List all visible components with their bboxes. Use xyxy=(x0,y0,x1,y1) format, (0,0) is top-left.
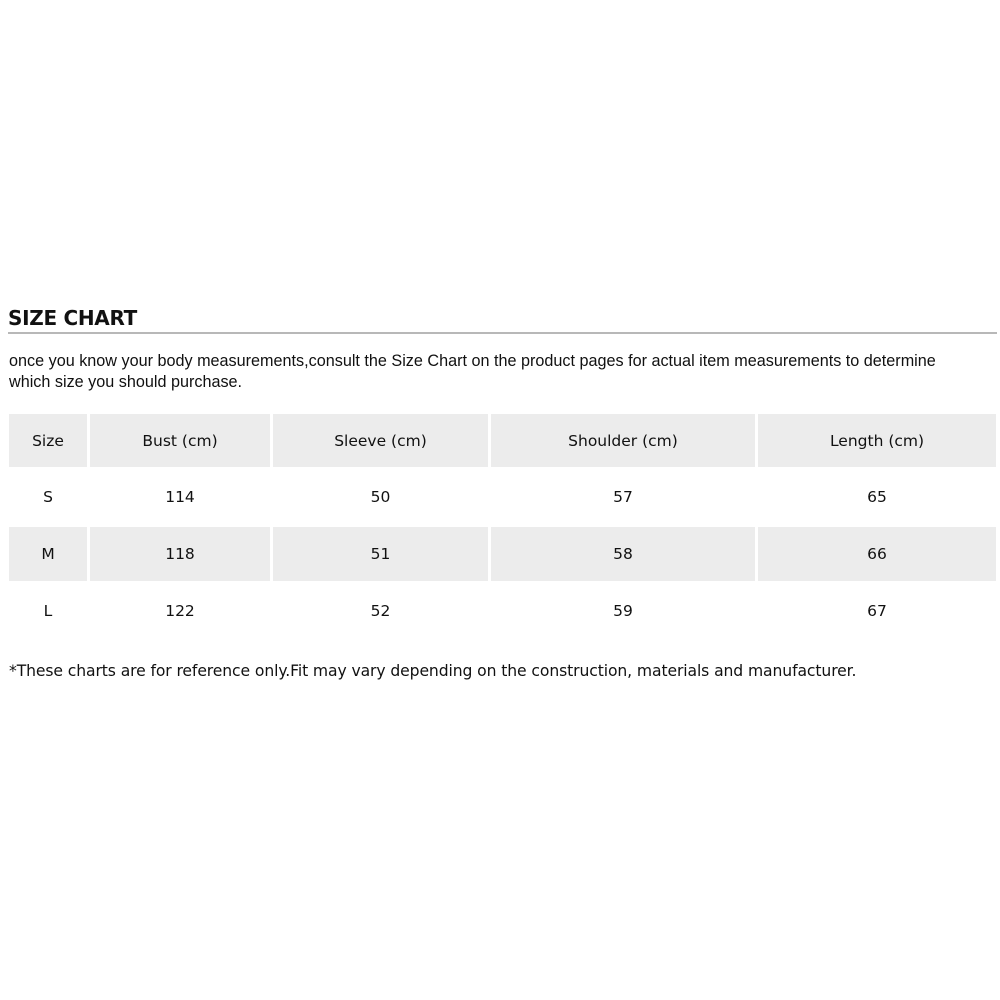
reference-footnote: *These charts are for reference only.Fit may vary depending on the construction, materials and manufacturer. xyxy=(9,662,857,680)
cell-length: 67 xyxy=(758,581,996,641)
cell-sleeve: 50 xyxy=(273,467,491,527)
cell-length: 66 xyxy=(758,527,996,581)
header-shoulder: Shoulder (cm) xyxy=(491,414,758,467)
table-header-row xyxy=(9,414,996,467)
intro-line-2: which size you should purchase. xyxy=(9,373,243,391)
header-sleeve: Sleeve (cm) xyxy=(273,414,491,467)
header-bust: Bust (cm) xyxy=(90,414,273,467)
cell-bust: 114 xyxy=(90,467,273,527)
cell-size: M xyxy=(9,527,90,581)
cell-size: S xyxy=(9,467,90,527)
title-divider xyxy=(8,332,997,334)
cell-sleeve: 52 xyxy=(273,581,491,641)
intro-line-1: once you know your body measurements,consult the Size Chart on the product pages for actual item measurements to determine xyxy=(9,352,936,370)
cell-sleeve: 51 xyxy=(273,527,491,581)
size-chart-title: SIZE CHART xyxy=(8,306,138,330)
header-size: Size xyxy=(9,414,90,467)
cell-bust: 122 xyxy=(90,581,273,641)
cell-length: 65 xyxy=(758,467,996,527)
intro-text xyxy=(9,351,989,393)
table-row-l xyxy=(9,581,996,641)
cell-shoulder: 57 xyxy=(491,467,758,527)
header-length: Length (cm) xyxy=(758,414,996,467)
cell-size: L xyxy=(9,581,90,641)
table-row-m xyxy=(9,527,996,581)
size-table xyxy=(9,414,996,641)
table-row-s xyxy=(9,467,996,527)
cell-bust: 118 xyxy=(90,527,273,581)
cell-shoulder: 58 xyxy=(491,527,758,581)
cell-shoulder: 59 xyxy=(491,581,758,641)
